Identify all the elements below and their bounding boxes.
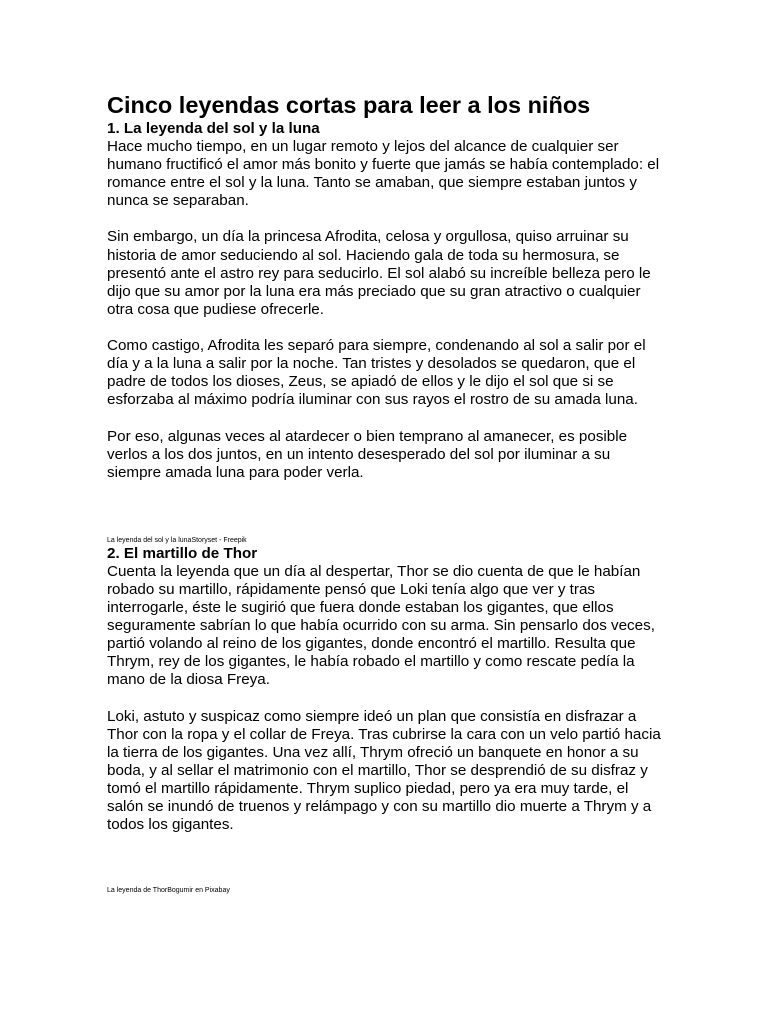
image-caption-thor: La leyenda de ThorBogumir en Pixabay (107, 887, 230, 895)
image-caption-sol-luna: La leyenda del sol y la lunaStoryset - Freepik (107, 536, 247, 544)
paragraph-gap (107, 210, 667, 228)
image-placeholder-space (107, 834, 667, 886)
section-heading-thor: 2. El martillo de Thor (107, 544, 258, 562)
paragraph-gap (107, 689, 667, 707)
document-title: Cinco leyendas cortas para leer a los niños (107, 92, 591, 118)
paragraph: Sin embargo, un día la princesa Afrodita, celosa y orgullosa, quiso arruinar su historia de amor seduciendo al sol. Haciendo gala de toda su hermosura, se presentó ante el astro rey para seducirlo. El sol alabó su increíble belleza pero le dijo que su amor por la luna era más preciado que su gran atractivo o cualquier otra cosa que pudiese ofrecerle. (107, 228, 651, 318)
paragraph: Por eso, algunas veces al atardecer o bien temprano al amanecer, es posible verlos a los dos juntos, en un intento desesperado del sol por iluminar a su siempre amada luna para poder verla. (107, 427, 628, 481)
paragraph-gap (107, 319, 667, 337)
paragraph-gap (107, 409, 667, 427)
paragraph: Cuenta la leyenda que un día al despertar, Thor se dio cuenta de que le habían robado su martillo, rápidamente pensó que Loki tenía algo que ver y tras interrogarle, éste le sugirió que fuera donde estaban los gigantes, que ellos seguramente sabrían lo que había ocurrido con su arma. Sin pensarlo dos veces, partió volando al reino de los gigantes, donde encontró el martillo. Resulta que Thrym, rey de los gigantes, le había robado el martillo y como rescate pedía la mano de la diosa Freya. (107, 562, 655, 689)
paragraph: Loki, astuto y suspicaz como siempre ideó un plan que consistía en disfrazar a Thor con la ropa y el collar de Freya. Tras cubrirse la cara con un velo partió hacia la tierra de los gigantes. Una vez allí, Thrym ofreció un banquete en honor a su boda, y al sellar el matrimonio con el martillo, Thor se desprendió de su disfraz y tomó el martillo rápidamente. Thrym suplico piedad, pero ya era muy tarde, el salón se inundó de truenos y relámpago y con su martillo dio muerte a Thrym y a todos los gigantes. (107, 707, 661, 834)
document-page (107, 90, 667, 895)
paragraph: Hace mucho tiempo, en un lugar remoto y lejos del alcance de cualquier ser humano fructificó el amor más bonito y fuerte que jamás se había contemplado: el romance entre el sol y la luna. Tanto se amaban, que siempre estaban juntos y nunca se separaban. (107, 138, 660, 210)
image-placeholder-space (107, 482, 667, 536)
section-heading-sol-luna: 1. La leyenda del sol y la luna (107, 120, 320, 137)
paragraph: Como castigo, Afrodita les separó para siempre, condenando al sol a salir por el día y a la luna a salir por la noche. Tan tristes y desolados se quedaron, que el padre de todos los dioses, Zeus, se apiadó de ellos y le dijo el sol que si se esforzaba al máximo podría iluminar con sus rayos el rostro de su amada luna. (107, 337, 646, 409)
